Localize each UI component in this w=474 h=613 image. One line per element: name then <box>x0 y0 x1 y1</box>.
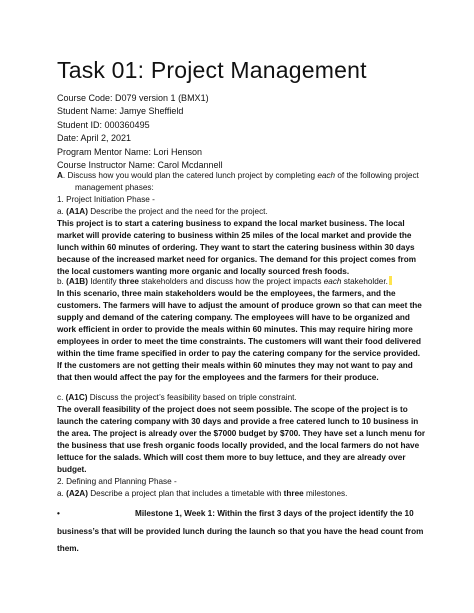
item-code: (A1B) <box>66 277 88 286</box>
section-a-prompt <box>57 170 427 182</box>
a1b-prompt <box>57 276 427 288</box>
student-name: Student Name: Jamye Sheffield <box>57 106 184 117</box>
date: Date: April 2, 2021 <box>57 133 132 144</box>
prompt-text: milestones. <box>303 489 348 498</box>
prompt-text: . Discuss how you would plan the catered lunch project by completing <box>62 171 318 180</box>
item-prefix: a. <box>57 207 67 216</box>
item-prefix: b. <box>57 277 67 286</box>
document-title: Task 01: Project Management <box>57 57 367 83</box>
section-phase-2 <box>57 476 427 500</box>
item-code: (A1C) <box>65 393 88 402</box>
prompt-text: Describe a project plan that includes a timetable with <box>87 489 284 498</box>
instructor-name: Course Instructor Name: Carol Mcdannell <box>57 160 223 171</box>
milestone-text: Milestone 1, Week 1: Within the first 3 days of the project identify the 10 business’s that will be provided lunch during the launch so that you have the head count from them. <box>57 509 424 553</box>
text-cursor-highlight <box>389 276 392 285</box>
bullet-icon: • <box>57 509 60 518</box>
milestone-1-item <box>57 505 427 558</box>
prompt-emphasis: each <box>317 171 336 180</box>
prompt-bold: three <box>118 277 139 286</box>
a1a-answer: This project is to start a catering business to expand the local market business. The local market will provide catering to business within 25 miles of the local market and provide the lunch within 60 minutes of ordering. They want to start the catering business within 30 days because of the increased market need for organics. The demand for this project comes from the local customers wanting more organic and locally sourced fresh foods. <box>57 219 416 276</box>
student-id: Student ID: 000360495 <box>57 119 150 130</box>
milestone-1-text <box>57 505 427 558</box>
prompt-text: Identify <box>87 277 119 286</box>
section-a1c <box>57 392 427 476</box>
phase-2-heading: 2. Defining and Planning Phase - <box>57 477 177 486</box>
prompt-bold: three <box>283 489 304 498</box>
item-prefix: c. <box>57 393 66 402</box>
a1b-answer: In this scenario, three main stakeholders would be the employees, the farmers, and the customers. The farmers will have to adjust the amount of produce grown so that can meet the supply and demand of the catering company. The employees will have to be organized and work efficient in order to provide the meals within 60 minutes. This may require hiring more employees in order to meet the time constraints. The customers will want their food delivered within the time frame specified in order to pay the catering company for the service provided. If the customers are not getting their meals within 60 minutes they may not want to pay and that then would affect the pay for the employees and the farmers for their produce. <box>57 289 422 382</box>
section-a-prompt-line2: management phases: <box>75 183 154 192</box>
prompt-emphasis: each <box>323 277 342 286</box>
prompt-text: stakeholders and discuss how the project impacts <box>138 277 324 286</box>
a1c-prompt <box>57 392 427 404</box>
course-code: Course Code: D079 version 1 (BMX1) <box>57 93 209 103</box>
a1c-answer: The overall feasibility of the project does not seem possible. The scope of the project is to launch the catering company with 30 days and provide a free catered lunch to 10 business in the area. The project is already over the $7000 budget by $700. They have set a lunch menu for the business that use fresh organic foods locally provided, and the local farmers do not have lettuce for the salads. Which will cost them more to buy lettuce, and they are already over budget. <box>57 405 426 474</box>
prompt-text: Describe the project and the need for the project. <box>87 207 268 216</box>
mentor-name: Program Mentor Name: Lori Henson <box>57 146 203 157</box>
phase-1-heading: 1. Project Initiation Phase - <box>57 195 155 204</box>
section-a <box>57 170 427 278</box>
a1a-prompt <box>57 206 427 218</box>
item-code: (A1A) <box>66 207 88 216</box>
header-info <box>57 92 223 172</box>
a2a-prompt <box>57 488 427 500</box>
section-a1b <box>57 276 427 384</box>
prompt-text: Discuss the project’s feasibility based on triple constraint. <box>87 393 297 402</box>
item-prefix: a. <box>57 489 67 498</box>
prompt-text: of the following project <box>335 171 419 180</box>
section-letter: A <box>57 171 63 180</box>
item-code: (A2A) <box>66 489 88 498</box>
prompt-text: stakeholder. <box>341 277 388 286</box>
